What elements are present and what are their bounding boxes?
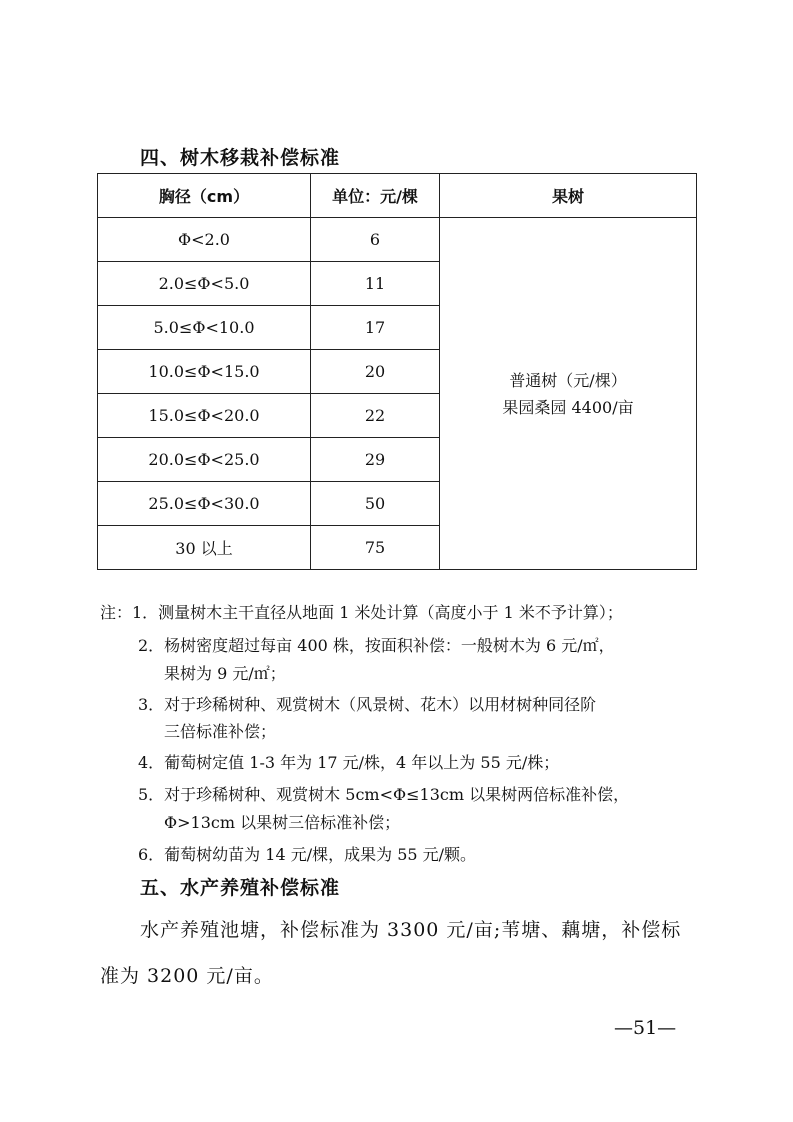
diameter-cell: 25.0≤Φ<30.0	[98, 482, 311, 526]
header-diameter: 胸径（cm）	[98, 174, 311, 218]
price-cell: 50	[311, 482, 440, 526]
diameter-cell: 15.0≤Φ<20.0	[98, 394, 311, 438]
page-number: —51—	[614, 1017, 677, 1039]
aquaculture-paragraph-line-1: 水产养殖池塘，补偿标准为 3300 元/亩;苇塘、藕塘，补偿标	[140, 919, 682, 941]
price-cell: 29	[311, 438, 440, 482]
price-cell: 20	[311, 350, 440, 394]
price-cell: 6	[311, 218, 440, 262]
note-4: 4．葡萄树定值 1-3 年为 17 元/株，4 年以上为 55 元/株；	[138, 753, 560, 772]
price-cell: 75	[311, 526, 440, 570]
note-2: 2．杨树密度超过每亩 400 株，按面积补偿：一般树木为 6 元/㎡，	[138, 636, 615, 655]
fruit-tree-line-2: 果园桑园 4400/亩	[502, 397, 634, 417]
fruit-tree-cell	[440, 218, 697, 570]
aquaculture-paragraph-line-2: 准为 3200 元/亩。	[100, 965, 274, 987]
note-2-cont: 果树为 9 元/㎡；	[164, 664, 286, 683]
fruit-tree-line-1: 普通树（元/棵）	[509, 370, 627, 390]
diameter-cell: Φ<2.0	[98, 218, 311, 262]
note-5: 5．对于珍稀树种、观赏树木 5cm<Φ≤13cm 以果树两倍标准补偿，	[138, 785, 630, 804]
note-3: 3．对于珍稀树种、观赏树木（风景树、花木）以用材树种同径阶	[138, 695, 597, 714]
diameter-cell: 2.0≤Φ<5.0	[98, 262, 311, 306]
price-cell: 11	[311, 262, 440, 306]
section-heading-aquaculture: 五、水产养殖补偿标准	[140, 877, 341, 899]
header-fruit-tree: 果树	[440, 174, 697, 218]
price-cell: 17	[311, 306, 440, 350]
table-header-row	[98, 174, 697, 218]
price-cell: 22	[311, 394, 440, 438]
diameter-cell: 30 以上	[98, 526, 311, 570]
table-row	[98, 218, 697, 262]
diameter-cell: 20.0≤Φ<25.0	[98, 438, 311, 482]
header-unit-price: 单位：元/棵	[311, 174, 440, 218]
note-3-cont: 三倍标准补偿；	[164, 722, 277, 741]
note-1: 注：1．测量树木主干直径从地面 1 米处计算（高度小于 1 米不予计算）；	[100, 603, 623, 622]
diameter-cell: 5.0≤Φ<10.0	[98, 306, 311, 350]
note-6: 6．葡萄树幼苗为 14 元/棵，成果为 55 元/颗。	[138, 845, 477, 864]
diameter-cell: 10.0≤Φ<15.0	[98, 350, 311, 394]
tree-compensation-table	[97, 173, 697, 570]
note-5-cont: Φ>13cm 以果树三倍标准补偿；	[164, 813, 401, 832]
section-heading-tree-transplant: 四、树木移栽补偿标准	[140, 147, 341, 169]
